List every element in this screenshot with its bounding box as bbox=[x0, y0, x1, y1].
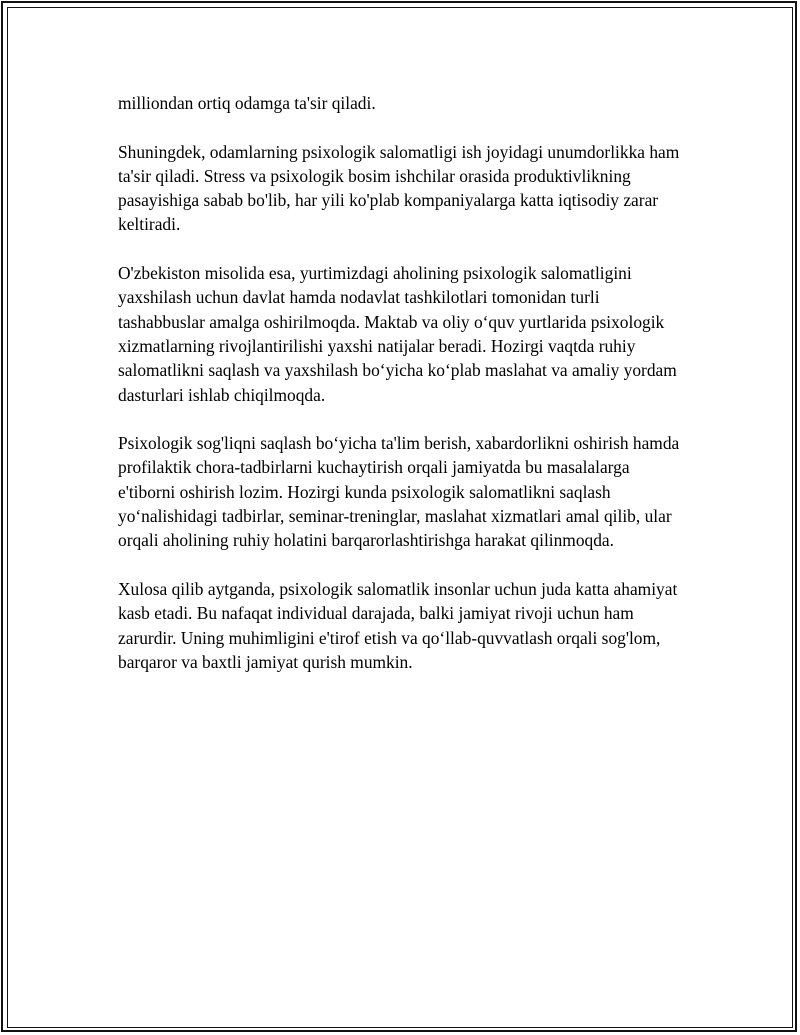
paragraph-workplace-productivity: Shuningdek, odamlarning psixologik salomatligi ish joyidagi unumdorlikka ham ta'sir qiladi. Stress va psixologik bosim ishchilar orasida produktivlikning pasayishiga sabab bo'lib, har yili ko'plab kompaniyalarga katta iqtisodiy zarar keltiradi. bbox=[118, 141, 680, 235]
paragraph-continuation: milliondan ortiq odamga ta'sir qiladi. bbox=[118, 93, 376, 113]
paragraph-conclusion: Xulosa qilib aytganda, psixologik salomatlik insonlar uchun juda katta ahamiyat kasb etadi. Bu nafaqat individual darajada, balki jamiyat rivoji uchun ham zarurdir. Uning muhimligini e'tirof etish va qo‘llab-quvvatlash orqali sog'lom, barqaror va baxtli jamiyat qurish mumkin. bbox=[118, 578, 678, 672]
paragraph-uzbekistan-initiatives: O'zbekiston misolida esa, yurtimizdagi aholining psixologik salomatligini yaxshilash uchun davlat hamda nodavlat tashkilotlari tomonidan turli tashabbuslar amalga oshirilmoqda. Maktab va oliy o‘quv yurtlarida psixologik xizmatlarning rivojlantirilishi yaxshi natijalar beradi. Hozirgi vaqtda ruhiy salomatlikni saqlash va yaxshilash bo‘yicha ko‘plab maslahat va amaliy yordam dasturlari ishlab chiqilmoqda. bbox=[118, 263, 677, 405]
document-body bbox=[118, 91, 688, 698]
paragraph-education-awareness: Psixologik sog'liqni saqlash bo‘yicha ta'lim berish, xabardorlikni oshirish hamda profilaktik chora-tadbirlarni kuchaytirish orqali jamiyatda bu masalalarga e'tiborni oshirish lozim. Hozirgi kunda psixologik salomatlikni saqlash yo‘nalishidagi tadbirlar, seminar-treninglar, maslahat xizmatlari amal qilib, ular orqali aholining ruhiy holatini barqarorlashtirishga harakat qilinmoqda. bbox=[118, 433, 680, 551]
